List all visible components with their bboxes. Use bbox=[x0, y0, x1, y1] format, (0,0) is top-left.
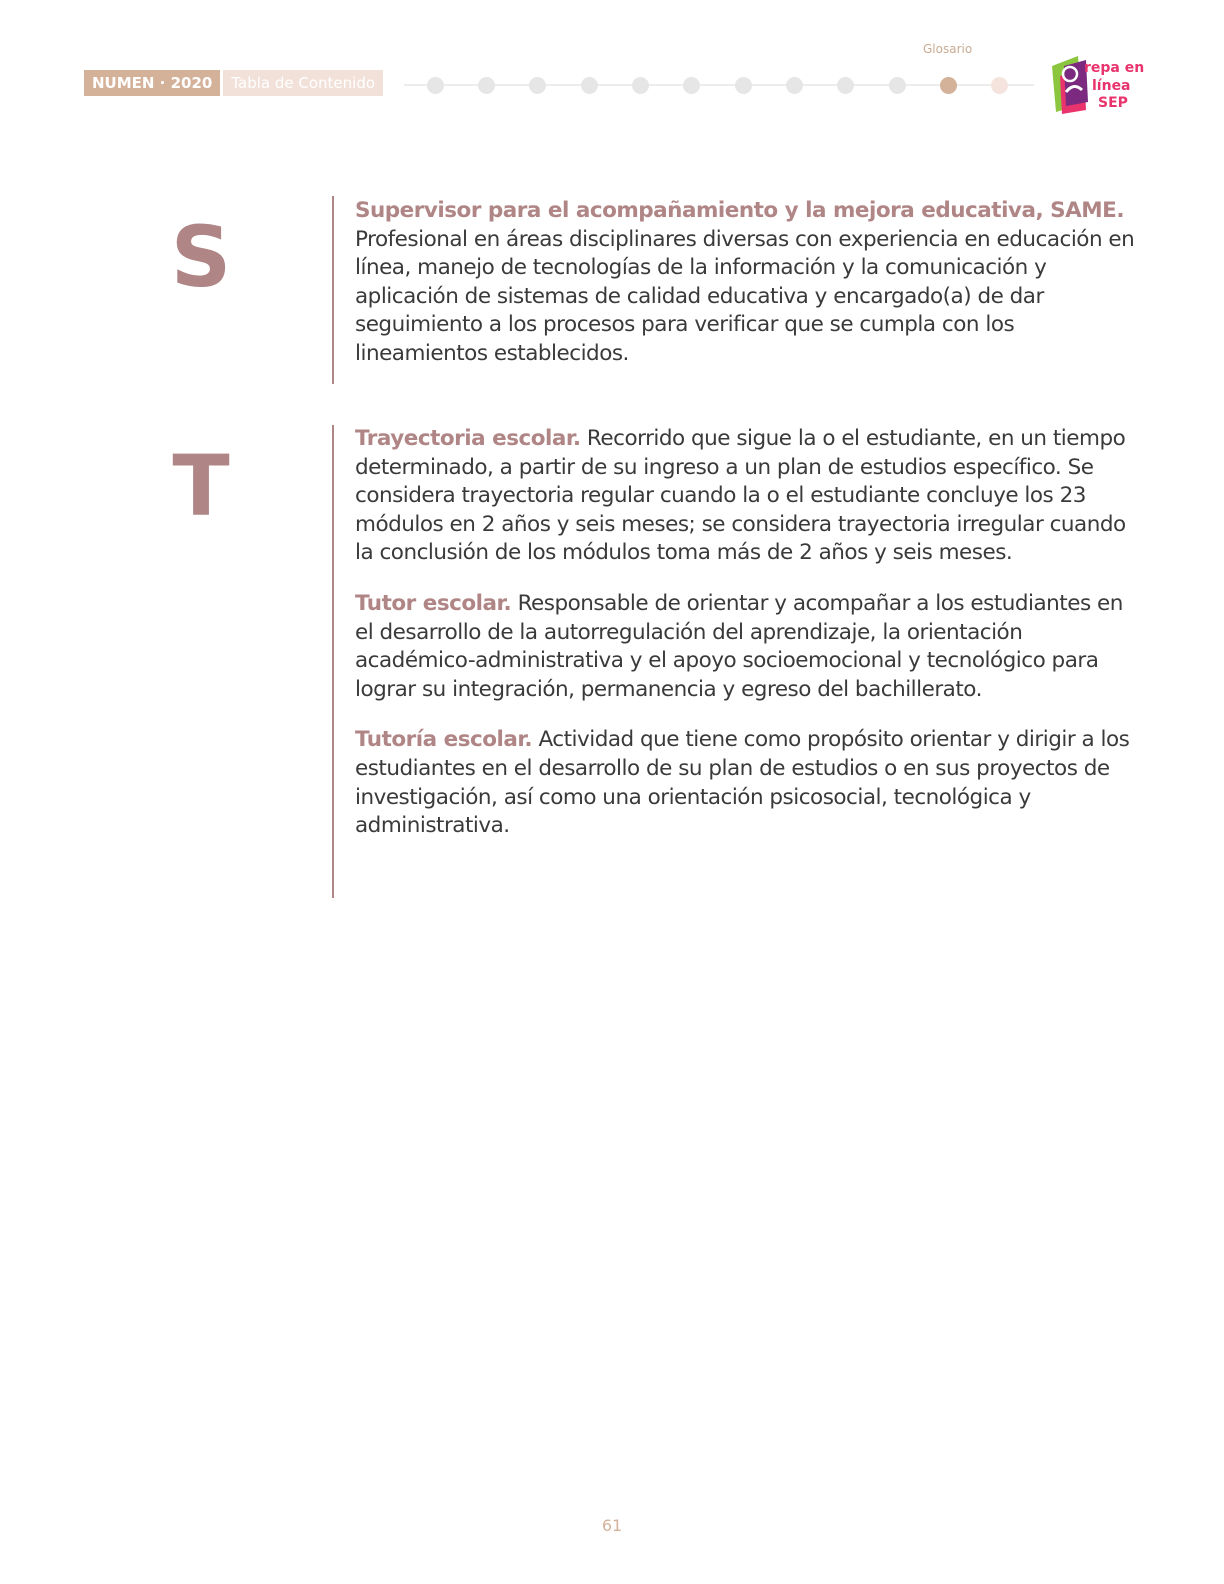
progress-dot[interactable] bbox=[786, 77, 803, 94]
glossary-entry bbox=[355, 590, 1145, 704]
progress-dot[interactable] bbox=[581, 77, 598, 94]
section-letter-s: S bbox=[170, 208, 232, 306]
progress-dot[interactable] bbox=[837, 77, 854, 94]
progress-dot[interactable] bbox=[427, 77, 444, 94]
logo-text-line2: línea bbox=[1092, 78, 1131, 94]
section-letter-t: T bbox=[172, 437, 230, 535]
section-t-entries bbox=[355, 425, 1145, 863]
progress-dot[interactable] bbox=[889, 77, 906, 94]
prepa-en-linea-logo bbox=[1048, 52, 1145, 116]
logo-text-line3: SEP bbox=[1098, 95, 1128, 111]
section-s-entries bbox=[355, 197, 1145, 391]
progress-dot[interactable] bbox=[478, 77, 495, 94]
glossary-term: Tutor escolar. bbox=[355, 590, 512, 616]
progress-nav bbox=[427, 77, 1027, 95]
brand-tag: NUMEN · 2020 bbox=[84, 70, 220, 96]
progress-dot[interactable] bbox=[632, 77, 649, 94]
progress-dot[interactable] bbox=[991, 77, 1008, 94]
glossary-definition: Profesional en áreas disciplinares diversas con experiencia en educación en línea, manejo de tecnologías de la información y la comunicación y aplicación de sistemas de calidad educativa y encargado(a) de dar seguimiento a los procesos para verificar que se cumpla con los lineamientos establecidos. bbox=[355, 226, 1135, 366]
glossary-entry bbox=[355, 425, 1145, 568]
logo-graphic bbox=[1048, 52, 1145, 116]
section-label: Glosario bbox=[923, 42, 973, 56]
progress-dot[interactable] bbox=[529, 77, 546, 94]
section-divider bbox=[332, 196, 334, 384]
progress-dot[interactable] bbox=[735, 77, 752, 94]
progress-dot[interactable] bbox=[683, 77, 700, 94]
glossary-definition: Recorrido que sigue la o el estudiante, en un tiempo determinado, a partir de su ingreso a un plan de estudios específico. Se considera trayectoria regular cuando la o el estudiante concluye los 23 módulos en 2 años y seis meses; se considera trayectoria irregular cuando la conclusión de los módulos toma más de 2 años y seis meses. bbox=[355, 426, 1126, 566]
glossary-entry bbox=[355, 197, 1145, 369]
header-bar bbox=[84, 70, 383, 96]
page-number: 61 bbox=[601, 1516, 623, 1535]
logo-text-line1: repa en bbox=[1084, 60, 1145, 76]
section-divider bbox=[332, 425, 334, 898]
glossary-entry bbox=[355, 726, 1145, 840]
glossary-definition: Actividad que tiene como propósito orientar y dirigir a los estudiantes en el desarrollo de su plan de estudios o en sus proyectos de investigación, así como una orientación psicosocial, tecnológica y administrativa. bbox=[355, 727, 1130, 839]
glossary-term: Trayectoria escolar. bbox=[355, 426, 581, 451]
glossary-term: Tutoría escolar. bbox=[355, 727, 533, 753]
glossary-definition: Responsable de orientar y acompañar a los estudiantes en el desarrollo de la autorregulación del aprendizaje, la orientación académico-administrativa y el apoyo socioemocional y tecnológico para lograr su integración, permanencia y egreso del bachillerato. bbox=[355, 590, 1123, 702]
toc-link[interactable]: Tabla de Contenido bbox=[223, 70, 383, 96]
glossary-term: Supervisor para el acompañamiento y la mejora educativa, SAME. bbox=[355, 198, 1124, 223]
progress-dot-active[interactable] bbox=[940, 77, 957, 94]
